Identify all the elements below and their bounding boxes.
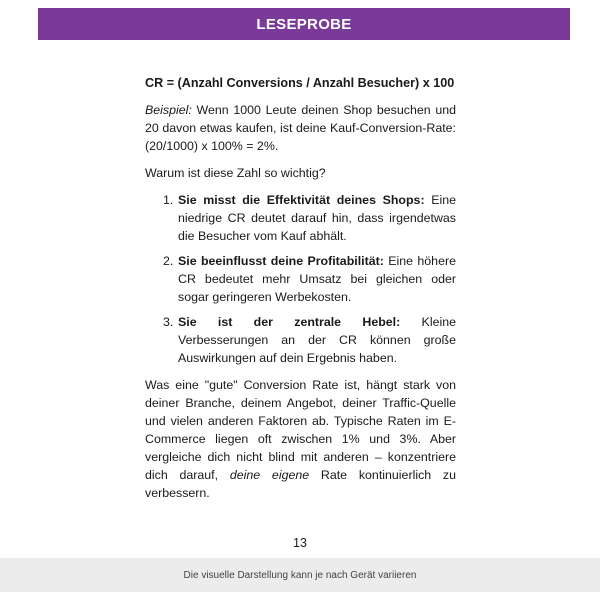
closing-text-a: Was eine "gute" Conversion Rate ist, hängt stark von deiner Branche, deinem Angebot, deiner Traffic-Quelle und vielen anderen Faktoren ab. Typische Raten im E-Commerce liegen oft zwischen 1% und 3%. Aber vergleiche dich nicht blind mit anderen – konzentriere dich darauf, xyxy=(145,378,456,482)
list-item-text: Eine höhere CR bedeutet mehr Umsatz bei gleichen oder sogar geringeren Werbekosten. xyxy=(178,254,456,304)
list-item xyxy=(145,313,456,367)
device-disclaimer-bar xyxy=(0,558,600,592)
list-item-number: 3. xyxy=(163,315,174,329)
closing-emphasis: deine eigene xyxy=(229,468,310,482)
conversion-rate-formula: CR = (Anzahl Conversions / Anzahl Besucher) x 100 xyxy=(145,76,455,90)
page-number: 13 xyxy=(293,536,307,550)
disclaimer-text: Die visuelle Darstellung kann je nach Gerät variieren xyxy=(183,569,417,581)
preview-banner xyxy=(38,8,570,40)
closing-text-b: Rate kontinuierlich zu verbessern. xyxy=(145,468,457,500)
list-item-text: Kleine Verbesserungen an der CR können große Auswirkungen auf dein Ergebnis haben. xyxy=(178,315,456,365)
book-page-content xyxy=(145,74,456,511)
banner-title: LESEPROBE xyxy=(256,15,352,33)
example-label: Beispiel: xyxy=(145,103,192,117)
list-item-heading: Sie beeinflusst deine Profitabilität: xyxy=(178,254,384,268)
list-item-text: Eine niedrige CR deutet darauf hin, dass irgendetwas die Besucher vom Kauf abhält. xyxy=(178,193,456,243)
question-paragraph: Warum ist diese Zahl so wichtig? xyxy=(145,166,326,180)
list-item-number: 2. xyxy=(163,254,174,268)
list-item xyxy=(145,252,456,306)
reasons-list xyxy=(145,191,456,367)
list-item xyxy=(145,191,456,245)
list-item-number: 1. xyxy=(163,193,174,207)
closing-paragraph xyxy=(145,376,456,502)
example-text: Wenn 1000 Leute deinen Shop besuchen und 20 davon etwas kaufen, ist deine Kauf-Conversion-Rate: (20/1000) x 100% = 2%. xyxy=(145,103,456,153)
list-item-heading: Sie misst die Effektivität deines Shops: xyxy=(178,193,425,207)
example-paragraph xyxy=(145,101,456,155)
list-item-heading: Sie ist der zentrale Hebel: xyxy=(178,315,401,329)
